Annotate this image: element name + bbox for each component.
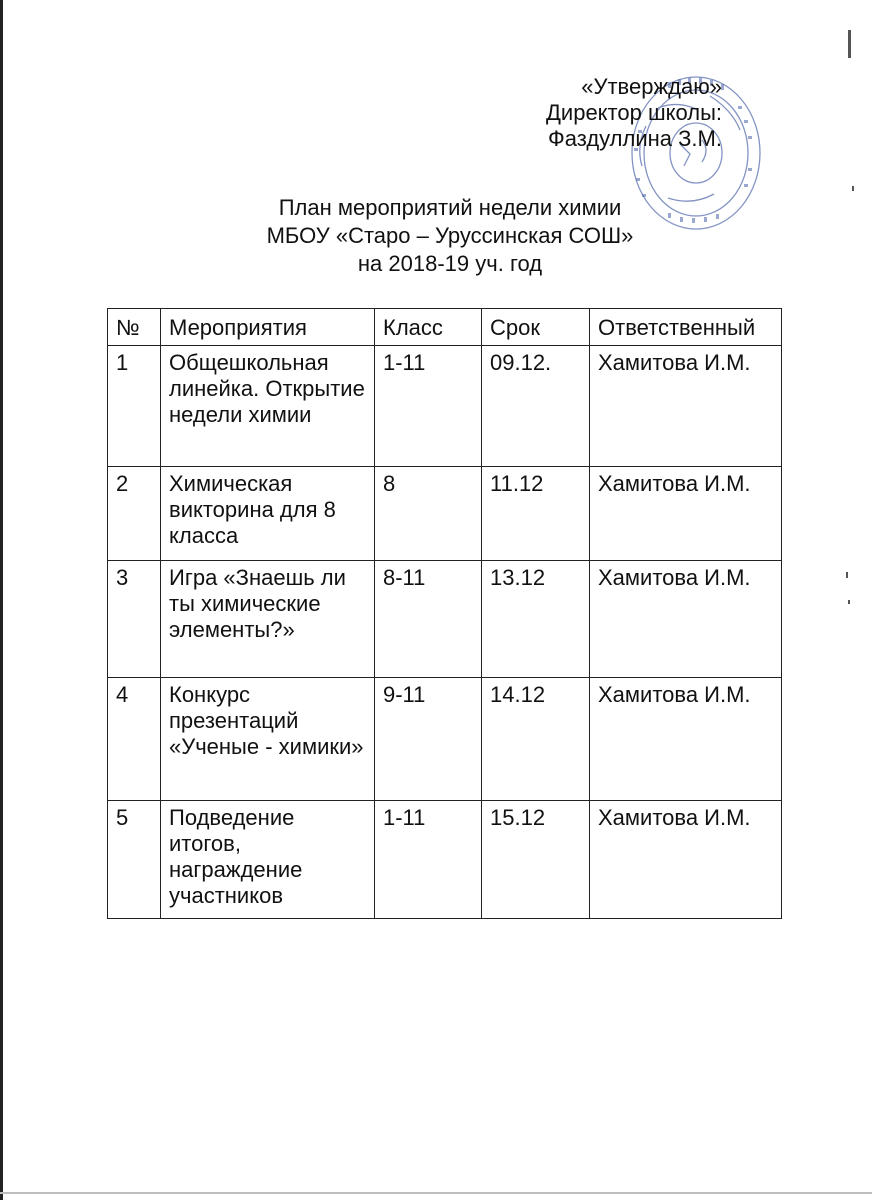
- scan-mark: [848, 30, 851, 58]
- cell-date: 09.12.: [482, 346, 590, 467]
- cell-number: 5: [108, 801, 161, 919]
- cell-number: 4: [108, 678, 161, 801]
- cell-date: 11.12: [482, 467, 590, 561]
- table-row: [108, 678, 782, 801]
- scan-mark: [852, 186, 854, 191]
- cell-responsible: Хамитова И.М.: [590, 467, 782, 561]
- cell-class: 1-11: [375, 801, 482, 919]
- cell-responsible: Хамитова И.М.: [590, 561, 782, 678]
- cell-event: Химическая викторина для 8 класса: [161, 467, 375, 561]
- approval-heading: «Утверждаю»: [581, 74, 722, 99]
- scan-mark: [848, 600, 850, 604]
- title-line-2: МБОУ «Старо – Уруссинская СОШ»: [266, 223, 634, 248]
- header-responsible: Ответственный: [590, 309, 782, 346]
- cell-number: 1: [108, 346, 161, 467]
- cell-date: 13.12: [482, 561, 590, 678]
- header-number: №: [108, 309, 161, 346]
- scan-edge-bottom: [0, 1192, 872, 1194]
- cell-date: 15.12: [482, 801, 590, 919]
- cell-number: 3: [108, 561, 161, 678]
- events-table: [107, 308, 782, 919]
- approval-position: Директор школы:: [546, 100, 722, 125]
- cell-responsible: Хамитова И.М.: [590, 346, 782, 467]
- cell-event: Конкурс презентаций «Ученые - химики»: [161, 678, 375, 801]
- cell-number: 2: [108, 467, 161, 561]
- approval-block: [362, 74, 722, 152]
- cell-class: 8-11: [375, 561, 482, 678]
- scan-edge-left: [0, 0, 3, 1200]
- scan-mark: [846, 572, 848, 578]
- cell-event: Общешкольная линейка. Открытие недели химии: [161, 346, 375, 467]
- cell-class: 1-11: [375, 346, 482, 467]
- table-row: [108, 467, 782, 561]
- document-title: [150, 194, 750, 278]
- cell-responsible: Хамитова И.М.: [590, 678, 782, 801]
- title-line-3: на 2018-19 уч. год: [357, 251, 543, 276]
- cell-event: Подведение итогов, награждение участников: [161, 801, 375, 919]
- table-row: [108, 561, 782, 678]
- table-row: [108, 346, 782, 467]
- table-header-row: [108, 309, 782, 346]
- cell-responsible: Хамитова И.М.: [590, 801, 782, 919]
- cell-class: 9-11: [375, 678, 482, 801]
- title-line-1: План мероприятий недели химии: [278, 195, 622, 220]
- header-event: Мероприятия: [161, 309, 375, 346]
- cell-event: Игра «Знаешь ли ты химические элементы?»: [161, 561, 375, 678]
- table-row: [108, 801, 782, 919]
- cell-class: 8: [375, 467, 482, 561]
- approval-name: Фаздуллина З.М.: [548, 126, 722, 151]
- header-class: Класс: [375, 309, 482, 346]
- cell-date: 14.12: [482, 678, 590, 801]
- header-date: Срок: [482, 309, 590, 346]
